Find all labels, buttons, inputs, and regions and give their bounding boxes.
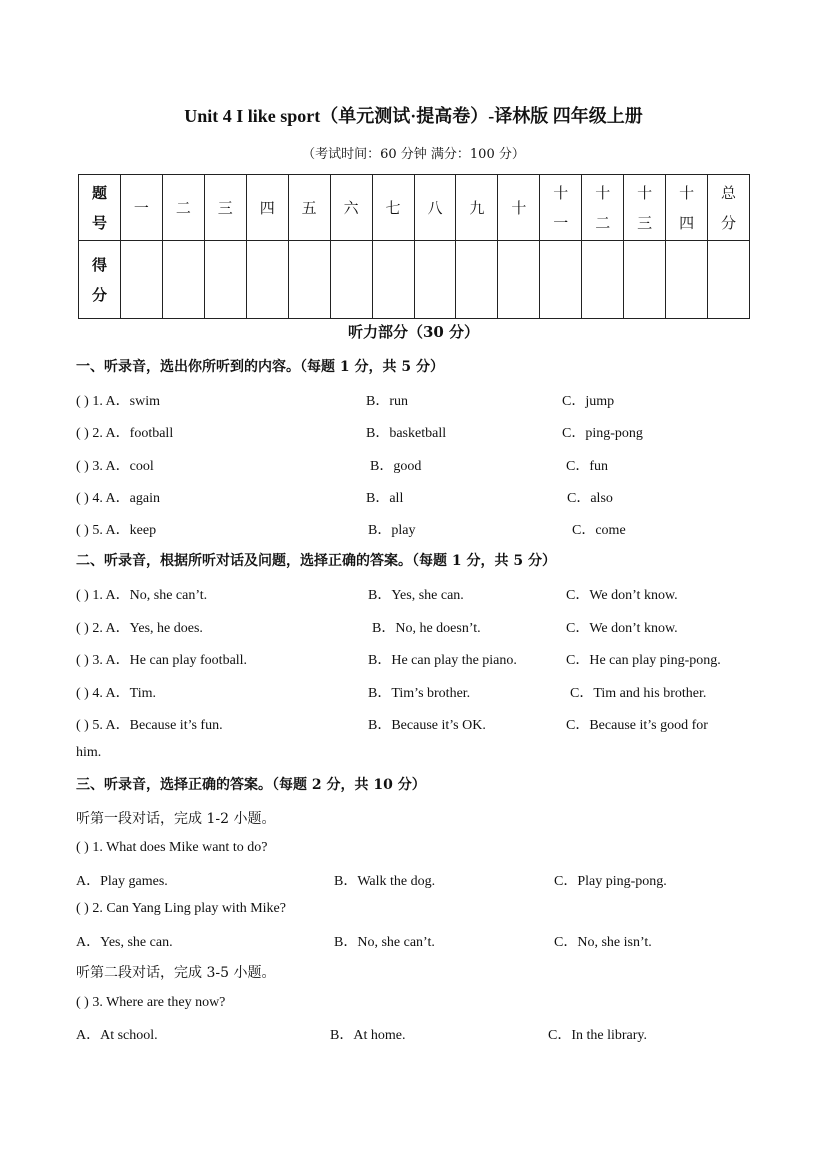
s3-q3-option-b: B．At home. xyxy=(330,1028,406,1043)
section2-wrap-text: him. xyxy=(76,745,102,760)
dialogue1-instruction: 听第一段对话，完成 1-2 小题。 xyxy=(76,811,276,827)
score-cell[interactable] xyxy=(456,241,498,319)
column-header-8-char: 八 xyxy=(427,198,443,217)
column-header-1-char: 一 xyxy=(133,198,149,217)
column-header-12 xyxy=(582,175,624,241)
column-header-10 xyxy=(498,175,540,241)
column-header-7-char: 七 xyxy=(385,198,401,217)
s3-q1-option-a: A．Play games. xyxy=(76,874,168,889)
column-header-7 xyxy=(372,175,414,241)
s3-q3-option-a: A．At school. xyxy=(76,1028,158,1043)
section2-q1-option-c: C．We don’t know. xyxy=(566,588,678,603)
score-table-score-row xyxy=(79,241,750,319)
section2-q4-option-b: B．Tim’s brother. xyxy=(368,686,471,701)
section2-q4-option-a: ( ) 4. A．Tim. xyxy=(76,686,157,701)
column-header-6-char: 六 xyxy=(343,198,359,217)
score-table xyxy=(78,174,750,319)
column-header-6 xyxy=(330,175,372,241)
section2-q5-option-c: C．Because it’s good for xyxy=(566,718,708,733)
section1-q2-option-b: B．basketball xyxy=(366,426,447,441)
section1-heading: 一、听录音，选出你所听到的内容。（每题 1 分，共 5 分） xyxy=(76,359,444,375)
exam-info: （考试时间：60 分钟 满分：100 分） xyxy=(302,147,525,162)
score-cell[interactable] xyxy=(498,241,540,319)
column-header-11-char: 一 xyxy=(553,213,569,232)
column-header-13 xyxy=(624,175,666,241)
section1-q5-option-a: ( ) 5. A．keep xyxy=(76,523,157,538)
s3-q2-option-a: A．Yes, she can. xyxy=(76,935,173,950)
score-cell[interactable] xyxy=(120,241,162,319)
section2-heading: 二、听录音，根据所听对话及问题，选择正确的答案。（每题 1 分，共 5 分） xyxy=(76,553,556,569)
s3-question-1: ( ) 1. What does Mike want to do? xyxy=(76,840,268,855)
section1-q1-option-c: C．jump xyxy=(562,394,615,409)
column-header-14-char: 十 xyxy=(679,183,695,202)
s3-q3-option-c: C．In the library. xyxy=(548,1028,648,1043)
score-cell[interactable] xyxy=(162,241,204,319)
s3-q1-option-c: C．Play ping-pong. xyxy=(554,874,667,889)
s3-q1-option-b: B．Walk the dog. xyxy=(334,874,436,889)
section2-q2-option-b: B．No, he doesn’t. xyxy=(372,621,481,636)
section2-q4-option-c: C．Tim and his brother. xyxy=(570,686,707,701)
section1-q3-option-c: C．fun xyxy=(566,459,608,474)
section1-q5-option-b: B．play xyxy=(368,523,416,538)
column-header-5-char: 五 xyxy=(301,198,317,217)
column-header-1 xyxy=(120,175,162,241)
score-cell[interactable] xyxy=(582,241,624,319)
s3-question-3: ( ) 3. Where are they now? xyxy=(76,995,226,1010)
score-cell[interactable] xyxy=(666,241,708,319)
section1-q4-option-c: C．also xyxy=(567,491,613,506)
column-header-4 xyxy=(246,175,288,241)
column-header-14 xyxy=(666,175,708,241)
column-header-11 xyxy=(540,175,582,241)
section1-q5-option-c: C．come xyxy=(572,523,626,538)
score-cell[interactable] xyxy=(414,241,456,319)
column-header-3-char: 三 xyxy=(217,198,233,217)
column-header-11-char: 十 xyxy=(553,183,569,202)
column-header-9 xyxy=(456,175,498,241)
section2-q1-option-b: B．Yes, she can. xyxy=(368,588,464,603)
section1-q2-option-c: C．ping-pong xyxy=(562,426,643,441)
score-cell[interactable] xyxy=(708,241,750,319)
listening-section-header: 听力部分（30 分） xyxy=(347,323,480,341)
section1-q2-option-a: ( ) 2. A．football xyxy=(76,426,174,441)
section3-heading: 三、听录音，选择正确的答案。（每题 2 分，共 10 分） xyxy=(76,777,426,793)
section2-q3-option-a: ( ) 3. A．He can play football. xyxy=(76,653,248,668)
page-title: Unit 4 I like sport（单元测试·提高卷）-译林版 四年级上册 xyxy=(184,106,643,126)
section1-q1-option-a: ( ) 1. A．swim xyxy=(76,394,160,409)
column-header-2 xyxy=(162,175,204,241)
column-header-9-char: 九 xyxy=(469,198,485,217)
column-header-14-char: 四 xyxy=(679,213,695,232)
score-cell[interactable] xyxy=(204,241,246,319)
score-cell[interactable] xyxy=(372,241,414,319)
column-header-8 xyxy=(414,175,456,241)
column-header-4-char: 四 xyxy=(259,198,275,217)
question-number-label-char: 题 xyxy=(91,183,107,202)
column-header-2-char: 二 xyxy=(175,198,191,217)
question-number-label-char: 号 xyxy=(91,213,107,232)
section2-q3-option-c: C．He can play ping-pong. xyxy=(566,653,721,668)
score-cell[interactable] xyxy=(246,241,288,319)
section1-q1-option-b: B．run xyxy=(366,394,408,409)
s3-q2-option-b: B．No, she can’t. xyxy=(334,935,435,950)
score-table-header-row xyxy=(79,175,750,241)
score-label-char: 分 xyxy=(91,285,107,304)
section2-q2-option-c: C．We don’t know. xyxy=(566,621,678,636)
score-cell[interactable] xyxy=(330,241,372,319)
question-number-label xyxy=(79,175,121,241)
column-header-15 xyxy=(708,175,750,241)
score-cell[interactable] xyxy=(624,241,666,319)
column-header-12-char: 二 xyxy=(595,213,611,232)
column-header-3 xyxy=(204,175,246,241)
s3-q2-option-c: C．No, she isn’t. xyxy=(554,935,652,950)
column-header-10-char: 十 xyxy=(511,198,527,217)
column-header-12-char: 十 xyxy=(595,183,611,202)
section2-q3-option-b: B．He can play the piano. xyxy=(368,653,517,668)
section1-q3-option-b: B．good xyxy=(370,459,422,474)
column-header-15-char: 总 xyxy=(721,183,737,202)
score-cell[interactable] xyxy=(540,241,582,319)
score-label-char: 得 xyxy=(91,255,107,274)
dialogue2-instruction: 听第二段对话，完成 3-5 小题。 xyxy=(76,965,276,981)
score-cell[interactable] xyxy=(288,241,330,319)
section2-q5-option-b: B．Because it’s OK. xyxy=(368,718,486,733)
section1-q3-option-a: ( ) 3. A．cool xyxy=(76,459,154,474)
column-header-13-char: 三 xyxy=(637,213,653,232)
column-header-13-char: 十 xyxy=(637,183,653,202)
s3-question-2: ( ) 2. Can Yang Ling play with Mike? xyxy=(76,901,286,916)
column-header-15-char: 分 xyxy=(721,213,737,232)
section1-q4-option-b: B．all xyxy=(366,491,404,506)
section2-q2-option-a: ( ) 2. A．Yes, he does. xyxy=(76,621,203,636)
section2-q1-option-a: ( ) 1. A．No, she can’t. xyxy=(76,588,208,603)
score-label xyxy=(79,241,121,319)
section2-q5-option-a: ( ) 5. A．Because it’s fun. xyxy=(76,718,223,733)
column-header-5 xyxy=(288,175,330,241)
section1-q4-option-a: ( ) 4. A．again xyxy=(76,491,160,506)
